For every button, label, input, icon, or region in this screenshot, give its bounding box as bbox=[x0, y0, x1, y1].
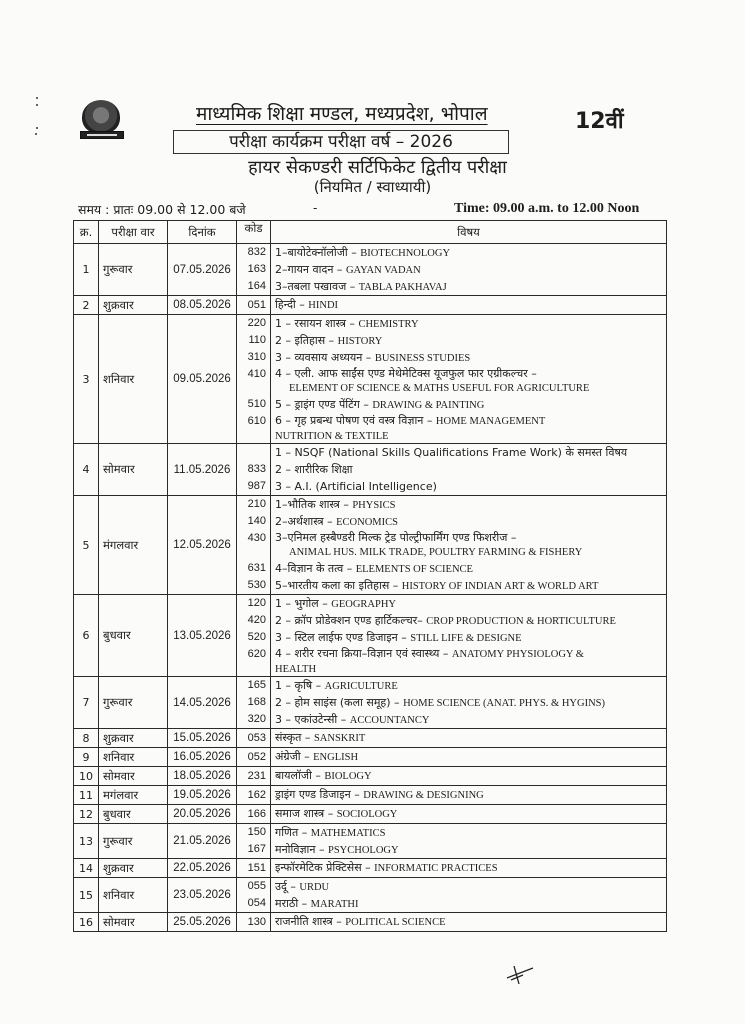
subject-name-english: ENGLISH bbox=[313, 752, 359, 763]
serial-number-cell: 11 bbox=[74, 786, 99, 805]
exam-day-cell: सोमवार bbox=[99, 913, 168, 932]
subject-name-hindi: 3 – स्टिल लाईफ एण्ड डिजाइन – bbox=[275, 631, 407, 644]
subject-item bbox=[275, 646, 662, 676]
exam-day-cell: शुक्रवार bbox=[99, 729, 168, 748]
serial-number-cell: 14 bbox=[74, 859, 99, 878]
exam-date-cell: 08.05.2026 bbox=[168, 296, 237, 315]
subject-code-cell bbox=[237, 878, 271, 913]
exam-date-cell: 07.05.2026 bbox=[168, 244, 237, 296]
subject-name-hindi: मनोविज्ञान – bbox=[275, 843, 325, 856]
subject-cell bbox=[271, 444, 667, 496]
subject-code-cell bbox=[237, 296, 271, 315]
exam-date-cell: 20.05.2026 bbox=[168, 805, 237, 824]
col-header-date: दिनांक bbox=[168, 221, 237, 244]
subject-item bbox=[275, 332, 662, 349]
serial-number-cell: 5 bbox=[74, 496, 99, 595]
subject-name-hindi: 2 – शारीरिक शिक्षा bbox=[275, 463, 353, 476]
exam-date-cell: 19.05.2026 bbox=[168, 786, 237, 805]
subject-name-hindi: बायलॉजी – bbox=[275, 769, 321, 782]
subject-name-english: ACCOUNTANCY bbox=[349, 715, 430, 726]
subject-cell bbox=[271, 729, 667, 748]
exam-date-cell: 16.05.2026 bbox=[168, 748, 237, 767]
subject-name-english: DRAWING & PAINTING bbox=[372, 400, 485, 411]
serial-number-cell: 4 bbox=[74, 444, 99, 496]
subject-name-english-continued: NUTRITION & TEXTILE bbox=[275, 431, 389, 442]
exam-day-cell: शनिवार bbox=[99, 748, 168, 767]
margin-dot bbox=[35, 133, 37, 135]
subject-code: 610 bbox=[247, 415, 266, 427]
serial-number-cell: 12 bbox=[74, 805, 99, 824]
subject-name-english: SOCIOLOGY bbox=[336, 809, 398, 820]
subject-code: 520 bbox=[247, 631, 266, 643]
board-emblem-icon bbox=[82, 100, 120, 134]
subject-name-hindi: 5 – ड्राइंग एण्ड पेंटिंग – bbox=[275, 398, 369, 411]
subject-name-english: BIOTECHNOLOGY bbox=[360, 248, 451, 259]
subject-name-hindi: गणित – bbox=[275, 826, 308, 839]
subject-code: 163 bbox=[247, 263, 266, 275]
exam-day-cell: बुधवार bbox=[99, 595, 168, 677]
subject-name-hindi: 4–विज्ञान के तत्व – bbox=[275, 562, 353, 575]
col-header-code: कोड bbox=[237, 221, 271, 244]
subject-code-cell bbox=[237, 496, 271, 595]
time-english: Time: 09.00 a.m. to 12.00 Noon bbox=[454, 201, 640, 216]
exam-date-cell: 09.05.2026 bbox=[168, 315, 237, 444]
subject-code-cell bbox=[237, 244, 271, 296]
subject-cell bbox=[271, 786, 667, 805]
subject-item bbox=[275, 748, 662, 766]
subject-name-english: SANSKRIT bbox=[313, 733, 366, 744]
exam-date-cell: 22.05.2026 bbox=[168, 859, 237, 878]
subject-item bbox=[275, 496, 662, 513]
subject-name-hindi: हिन्दी – bbox=[275, 298, 305, 311]
exam-date-cell: 12.05.2026 bbox=[168, 496, 237, 595]
subject-item bbox=[275, 895, 662, 912]
board-emblem-banner bbox=[80, 131, 124, 139]
exam-date-cell: 21.05.2026 bbox=[168, 824, 237, 859]
subject-cell bbox=[271, 296, 667, 315]
subject-name-hindi: 3 – व्यवसाय अध्ययन – bbox=[275, 351, 372, 364]
exam-date-cell: 14.05.2026 bbox=[168, 677, 237, 729]
signature-mark-icon bbox=[505, 964, 545, 986]
subject-name-english: POLITICAL SCIENCE bbox=[345, 917, 446, 928]
subject-cell bbox=[271, 878, 667, 913]
table-row bbox=[74, 748, 667, 767]
exam-program-title: परीक्षा कार्यक्रम परीक्षा वर्ष – 2026 bbox=[173, 130, 509, 154]
subject-code-cell bbox=[237, 444, 271, 496]
subject-code: 631 bbox=[247, 562, 266, 574]
subject-code-cell bbox=[237, 805, 271, 824]
serial-number-cell: 9 bbox=[74, 748, 99, 767]
subject-name-hindi: उर्दू – bbox=[275, 880, 296, 893]
subject-name-hindi: 5–भारतीय कला का इतिहास – bbox=[275, 579, 399, 592]
subject-name-english: BUSINESS STUDIES bbox=[374, 353, 471, 364]
subject-name-hindi: 1 – NSQF (National Skills Qualifications Frame Work) के समस्त विषय bbox=[275, 446, 628, 459]
subject-name-english: PHYSICS bbox=[352, 500, 396, 511]
serial-number-cell: 8 bbox=[74, 729, 99, 748]
subject-name-english: INFORMATIC PRACTICES bbox=[374, 863, 498, 874]
subject-item bbox=[275, 413, 662, 443]
subject-item bbox=[275, 711, 662, 728]
subject-code: 140 bbox=[247, 515, 266, 527]
subject-item bbox=[275, 461, 662, 478]
subject-cell bbox=[271, 496, 667, 595]
subject-name-hindi: राजनीति शास्त्र – bbox=[275, 915, 342, 928]
subject-cell bbox=[271, 824, 667, 859]
subject-code: 150 bbox=[247, 826, 266, 838]
subject-item bbox=[275, 560, 662, 577]
subject-item bbox=[275, 824, 662, 841]
subject-item bbox=[275, 786, 662, 804]
subject-name-english: CHEMISTRY bbox=[358, 319, 419, 330]
subject-code: 167 bbox=[247, 843, 266, 855]
exam-day-cell: शुक्रवार bbox=[99, 859, 168, 878]
subject-name-hindi: 1–बायोटेक्नॉलोजी – bbox=[275, 246, 357, 259]
subject-cell bbox=[271, 315, 667, 444]
subject-name-hindi: 3 – A.I. (Artificial Intelligence) bbox=[275, 480, 437, 493]
serial-number-cell: 3 bbox=[74, 315, 99, 444]
subject-item bbox=[275, 629, 662, 646]
subject-name-english: ELEMENTS OF SCIENCE bbox=[355, 564, 473, 575]
subject-code: 220 bbox=[247, 317, 266, 329]
subject-name-hindi: अंग्रेजी – bbox=[275, 750, 310, 763]
subject-code-cell bbox=[237, 786, 271, 805]
subject-name-hindi: 1 – रसायन शास्त्र – bbox=[275, 317, 355, 330]
subject-item bbox=[275, 396, 662, 413]
subject-cell bbox=[271, 913, 667, 932]
subject-code: 320 bbox=[247, 713, 266, 725]
subject-name-hindi: 1–भौतिक शास्त्र – bbox=[275, 498, 349, 511]
subject-name-hindi: 3–तबला पखावज – bbox=[275, 280, 356, 293]
subject-name-english: ELEMENT OF SCIENCE & MATHS USEFUL FOR AGRICULTURE bbox=[289, 383, 590, 394]
subject-cell bbox=[271, 244, 667, 296]
subject-cell bbox=[271, 748, 667, 767]
subject-code: 310 bbox=[247, 351, 266, 363]
subject-code-cell bbox=[237, 859, 271, 878]
subject-name-hindi: 6 – गृह प्रबन्ध पोषण एवं वस्त्र विज्ञान – bbox=[275, 414, 433, 427]
subject-name-english: DRAWING & DESIGNING bbox=[363, 790, 484, 801]
subject-code: 410 bbox=[247, 368, 266, 380]
table-row bbox=[74, 496, 667, 595]
subject-code: 130 bbox=[247, 916, 266, 928]
subject-code: 162 bbox=[247, 789, 266, 801]
subject-item bbox=[275, 530, 662, 560]
exam-schedule-table bbox=[73, 220, 667, 932]
exam-day-cell: गुरूवार bbox=[99, 824, 168, 859]
subject-item bbox=[275, 315, 662, 332]
exam-day-cell: शनिवार bbox=[99, 878, 168, 913]
subject-item bbox=[275, 366, 662, 396]
table-row bbox=[74, 296, 667, 315]
subject-code: 120 bbox=[247, 597, 266, 609]
margin-dot bbox=[36, 127, 38, 129]
subject-code-cell bbox=[237, 824, 271, 859]
subject-name-english: HOME SCIENCE (ANAT. PHYS. & HYGINS) bbox=[403, 698, 605, 709]
subject-code: 168 bbox=[247, 696, 266, 708]
subject-name-english: TABLA PAKHAVAJ bbox=[358, 282, 447, 293]
subject-name-hindi: 2 – क्रॉप प्रोडेक्शन एण्ड हार्टिकल्चर– bbox=[275, 614, 423, 627]
table-row bbox=[74, 859, 667, 878]
exam-type: (नियमित / स्वाध्यायी) bbox=[313, 178, 432, 196]
subject-name-english: MARATHI bbox=[310, 899, 359, 910]
time-separator: - bbox=[313, 201, 318, 215]
board-title: माध्यमिक शिक्षा मण्डल, मध्यप्रदेश, भोपाल bbox=[196, 103, 488, 125]
exam-date-cell: 18.05.2026 bbox=[168, 767, 237, 786]
table-row bbox=[74, 729, 667, 748]
subject-code: 166 bbox=[247, 808, 266, 820]
subject-item bbox=[275, 478, 662, 495]
exam-day-cell: शनिवार bbox=[99, 315, 168, 444]
serial-number-cell: 16 bbox=[74, 913, 99, 932]
serial-number-cell: 2 bbox=[74, 296, 99, 315]
exam-day-cell: मंगलवार bbox=[99, 496, 168, 595]
subject-name-hindi: 1 – कृषि – bbox=[275, 679, 322, 692]
subject-code: 052 bbox=[247, 751, 266, 763]
subject-code-cell bbox=[237, 913, 271, 932]
subject-code: 420 bbox=[247, 614, 266, 626]
serial-number-cell: 7 bbox=[74, 677, 99, 729]
subject-cell bbox=[271, 805, 667, 824]
table-row bbox=[74, 805, 667, 824]
subject-code: 053 bbox=[247, 732, 266, 744]
subject-code: 530 bbox=[247, 579, 266, 591]
subject-name-english: ECONOMICS bbox=[336, 517, 398, 528]
subject-code-cell bbox=[237, 767, 271, 786]
subject-item bbox=[275, 859, 662, 877]
subject-code: 151 bbox=[247, 862, 266, 874]
exam-date-cell: 25.05.2026 bbox=[168, 913, 237, 932]
exam-day-cell: बुधवार bbox=[99, 805, 168, 824]
subject-name-hindi: 2 – इतिहास – bbox=[275, 334, 335, 347]
table-row bbox=[74, 913, 667, 932]
subject-code: 055 bbox=[247, 880, 266, 892]
table-row bbox=[74, 786, 667, 805]
subject-cell bbox=[271, 595, 667, 677]
exam-day-cell: गुरूवार bbox=[99, 244, 168, 296]
col-header-day: परीक्षा वार bbox=[99, 221, 168, 244]
exam-day-cell: सोमवार bbox=[99, 767, 168, 786]
subject-name-hindi: 3–एनिमल हस्बैण्डरी मिल्क ट्रेड पोल्ट्रीफार्मिंग एण्ड फिशरीज – bbox=[275, 531, 517, 544]
subject-item bbox=[275, 729, 662, 747]
table-row bbox=[74, 677, 667, 729]
subject-name-hindi: समाज शास्त्र – bbox=[275, 807, 334, 820]
subject-name-english: PSYCHOLOGY bbox=[328, 845, 399, 856]
serial-number-cell: 10 bbox=[74, 767, 99, 786]
subject-item bbox=[275, 805, 662, 823]
subject-code: 110 bbox=[248, 334, 266, 346]
exam-date-cell: 13.05.2026 bbox=[168, 595, 237, 677]
exam-date-cell: 15.05.2026 bbox=[168, 729, 237, 748]
subject-code: 510 bbox=[247, 398, 266, 410]
subject-name-hindi: 1 – भुगोल – bbox=[275, 597, 328, 610]
subject-name-english: MATHEMATICS bbox=[310, 828, 386, 839]
subject-code-cell bbox=[237, 677, 271, 729]
subject-name-english: STILL LIFE & DESIGNE bbox=[410, 633, 522, 644]
subject-name-hindi: 4 – शरीर रचना क्रिया–विज्ञान एवं स्वास्थ्य – bbox=[275, 647, 449, 660]
subject-name-hindi: 2–अर्थशास्त्र – bbox=[275, 515, 333, 528]
subject-name-english: AGRICULTURE bbox=[324, 681, 398, 692]
table-row bbox=[74, 244, 667, 296]
subject-code: 164 bbox=[247, 280, 266, 292]
subject-cell bbox=[271, 767, 667, 786]
exam-date-cell: 11.05.2026 bbox=[168, 444, 237, 496]
margin-dot bbox=[36, 104, 38, 106]
subject-code: 051 bbox=[247, 299, 266, 311]
subject-item bbox=[275, 244, 662, 261]
subject-name-hindi: 2–गायन वादन – bbox=[275, 263, 343, 276]
subject-code: 210 bbox=[247, 498, 266, 510]
subject-item bbox=[275, 694, 662, 711]
table-row bbox=[74, 315, 667, 444]
subject-name-hindi: ड्राइंग एण्ड डिजाइन – bbox=[275, 788, 360, 801]
exam-day-cell: गुरूवार bbox=[99, 677, 168, 729]
subject-item bbox=[275, 513, 662, 530]
exam-day-cell: सोमवार bbox=[99, 444, 168, 496]
table-row bbox=[74, 878, 667, 913]
serial-number-cell: 15 bbox=[74, 878, 99, 913]
subject-code: 833 bbox=[247, 463, 266, 475]
subject-name-hindi: 3 – एकांउटेन्सी – bbox=[275, 713, 347, 726]
subject-item bbox=[275, 444, 662, 461]
subject-item bbox=[275, 261, 662, 278]
subject-item bbox=[275, 278, 662, 295]
subject-item bbox=[275, 296, 662, 314]
time-hindi: समय : प्रातः 09.00 से 12.00 बजे bbox=[78, 202, 246, 217]
subject-code-cell bbox=[237, 595, 271, 677]
subject-code: 430 bbox=[247, 532, 266, 544]
subject-cell bbox=[271, 859, 667, 878]
subject-name-english: HISTORY bbox=[337, 336, 383, 347]
subject-code: 987 bbox=[247, 480, 266, 492]
table-body bbox=[74, 244, 667, 932]
subject-name-english-continued: HEALTH bbox=[275, 664, 317, 675]
subject-item bbox=[275, 878, 662, 895]
col-header-sn: क्र. bbox=[74, 221, 99, 244]
table-row bbox=[74, 595, 667, 677]
subject-item bbox=[275, 349, 662, 366]
subject-name-english: ANATOMY PHYSIOLOGY & bbox=[451, 649, 584, 660]
subject-name-hindi: 2 – होम साइंस (कला समूह) – bbox=[275, 696, 400, 709]
exam-date-cell: 23.05.2026 bbox=[168, 878, 237, 913]
table-row bbox=[74, 824, 667, 859]
subject-name-english: URDU bbox=[299, 882, 330, 893]
subject-name-english: ANIMAL HUS. MILK TRADE, POULTRY FARMING & FISHERY bbox=[289, 547, 583, 558]
table-row bbox=[74, 767, 667, 786]
subject-code: 620 bbox=[247, 648, 266, 660]
subject-name-english: HOME MANAGEMENT bbox=[435, 416, 546, 427]
subject-code: 832 bbox=[247, 246, 266, 258]
exam-name: हायर सेकण्डरी सर्टिफिकेट द्वितीय परीक्षा bbox=[248, 157, 507, 178]
subject-code bbox=[241, 444, 266, 461]
class-label: 12वीं bbox=[575, 109, 624, 134]
subject-item bbox=[275, 913, 662, 931]
subject-item bbox=[275, 595, 662, 612]
col-header-subject: विषय bbox=[271, 221, 667, 244]
subject-name-english: GAYAN VADAN bbox=[345, 265, 421, 276]
subject-code: 231 bbox=[247, 770, 266, 782]
exam-day-cell: मगंलवार bbox=[99, 786, 168, 805]
serial-number-cell: 1 bbox=[74, 244, 99, 296]
subject-name-english: CROP PRODUCTION & HORTICULTURE bbox=[426, 616, 616, 627]
table-row bbox=[74, 444, 667, 496]
subject-cell bbox=[271, 677, 667, 729]
serial-number-cell: 13 bbox=[74, 824, 99, 859]
subject-item bbox=[275, 841, 662, 858]
subject-code-cell bbox=[237, 315, 271, 444]
subject-item bbox=[275, 577, 662, 594]
subject-code-cell bbox=[237, 729, 271, 748]
subject-name-hindi: मराठी – bbox=[275, 897, 308, 910]
subject-item bbox=[275, 677, 662, 694]
subject-code-cell bbox=[237, 748, 271, 767]
subject-name-english: HINDI bbox=[308, 300, 339, 311]
subject-name-english: BIOLOGY bbox=[324, 771, 372, 782]
subject-code: 165 bbox=[247, 679, 266, 691]
subject-code: 054 bbox=[247, 897, 266, 909]
serial-number-cell: 6 bbox=[74, 595, 99, 677]
subject-item bbox=[275, 767, 662, 785]
table-header-row bbox=[74, 221, 667, 244]
subject-name-hindi: इन्फॉरमेटिक प्रेक्टिसेस – bbox=[275, 861, 371, 874]
subject-name-english: GEOGRAPHY bbox=[331, 599, 396, 610]
subject-name-english: HISTORY OF INDIAN ART & WORLD ART bbox=[401, 581, 599, 592]
subject-name-hindi: 4 – एली. आफ साईंस एण्ड मेथेमेटिक्स यूजफुल फार एग्रीकल्चर – bbox=[275, 367, 537, 380]
subject-item bbox=[275, 612, 662, 629]
exam-day-cell: शुक्रवार bbox=[99, 296, 168, 315]
margin-dot bbox=[36, 97, 38, 99]
subject-name-hindi: संस्कृत – bbox=[275, 731, 311, 744]
